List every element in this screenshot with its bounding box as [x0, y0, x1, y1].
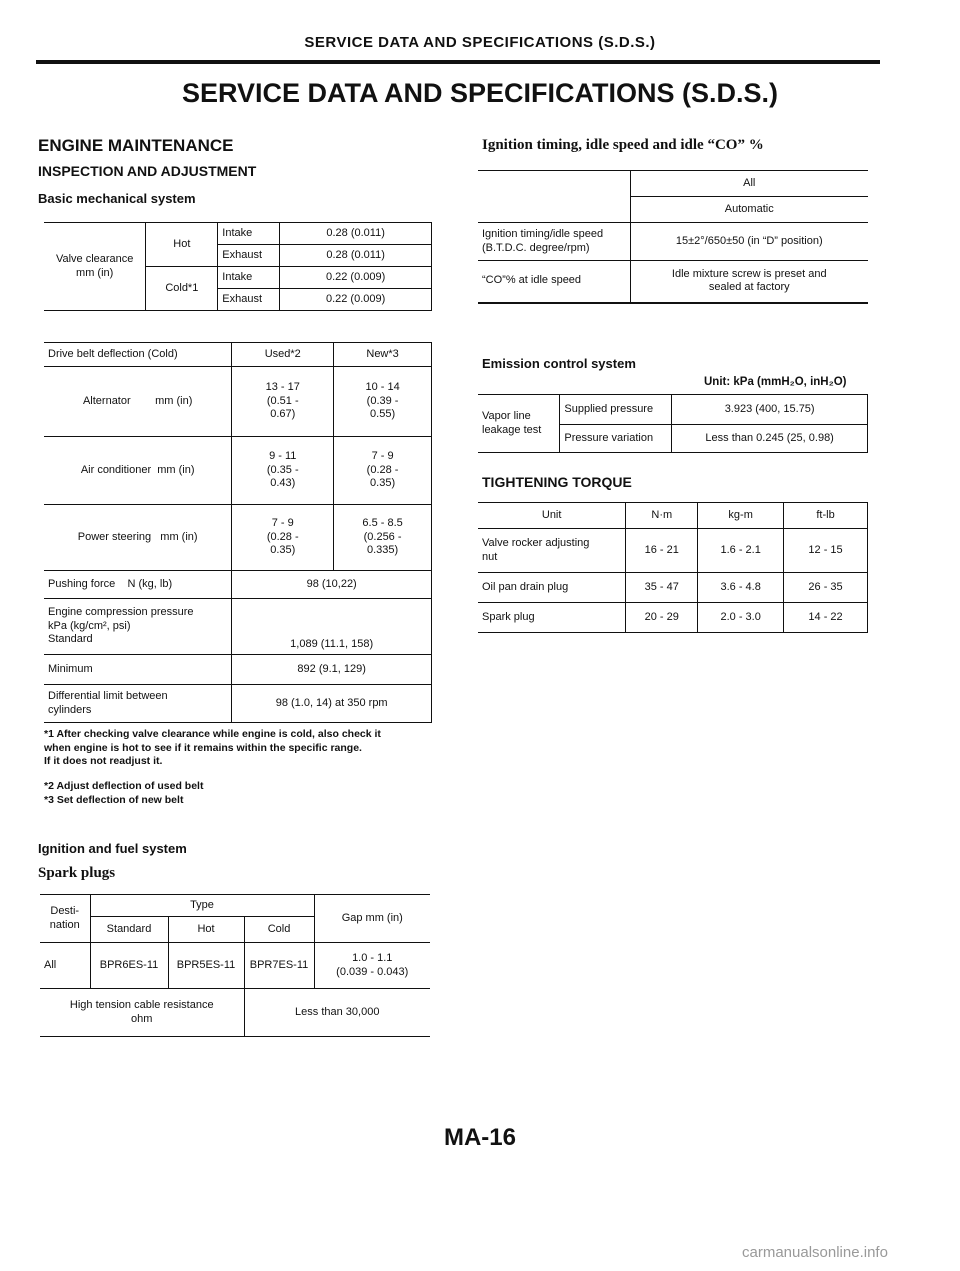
- belt-table: [44, 342, 432, 723]
- emission-heading: Emission control system: [482, 356, 636, 371]
- cell: Spark plug: [478, 603, 626, 633]
- header-rule: [36, 60, 880, 64]
- ht-cable-label: High tension cable resistance ohm: [40, 989, 244, 1037]
- torque-header: N·m: [626, 503, 698, 529]
- ignition-fuel-heading: Ignition and fuel system: [38, 841, 187, 856]
- watermark: carmanualsonline.info: [742, 1244, 888, 1261]
- cell: Intake: [218, 223, 280, 245]
- all-header: All: [630, 171, 868, 197]
- belt-row-label: Air conditioner mm (in): [44, 437, 232, 505]
- cell: 13 - 17 (0.51 - 0.67): [232, 367, 334, 437]
- unit-note: Unit: kPa (mmH₂O, inH₂O): [704, 376, 847, 388]
- cell: 0.22 (0.009): [280, 289, 432, 311]
- belt-new-header: New*3: [334, 343, 432, 367]
- valve-hot: Hot: [146, 223, 218, 267]
- cell: Supplied pressure: [560, 395, 672, 425]
- footnote-3: *3 Set deflection of new belt: [44, 794, 184, 806]
- valve-cold: Cold*1: [146, 267, 218, 311]
- gap-header: Gap mm (in): [314, 895, 430, 943]
- cell: Ignition timing/idle speed (B.T.D.C. degree/rpm): [478, 223, 630, 261]
- diff-limit-label: Differential limit between cylinders: [44, 685, 232, 723]
- cell: “CO”% at idle speed: [478, 261, 630, 303]
- cell: Exhaust: [218, 289, 280, 311]
- standard-header: Standard: [90, 917, 168, 943]
- basic-heading: Basic mechanical system: [38, 191, 196, 206]
- cell: 7 - 9 (0.28 - 0.35): [334, 437, 432, 505]
- vapor-table: [478, 394, 868, 453]
- subsection-heading: INSPECTION AND ADJUSTMENT: [38, 163, 257, 179]
- cell: 0.22 (0.009): [280, 267, 432, 289]
- spark-plugs-heading: Spark plugs: [38, 865, 116, 881]
- cell: Valve rocker adjusting nut: [478, 529, 626, 573]
- cell: BPR7ES-11: [244, 943, 314, 989]
- cell: 7 - 9 (0.28 - 0.35): [232, 505, 334, 571]
- cell: 15±2°/650±50 (in “D” position): [630, 223, 868, 261]
- torque-header: ft-lb: [784, 503, 868, 529]
- ignition-timing-heading: Ignition timing, idle speed and idle “CO” %: [482, 137, 764, 153]
- vapor-label: Vapor line leakage test: [478, 395, 560, 453]
- pushing-value: 98 (10,22): [232, 571, 432, 599]
- hot-header: Hot: [168, 917, 244, 943]
- cell: 20 - 29: [626, 603, 698, 633]
- running-header: SERVICE DATA AND SPECIFICATIONS (S.D.S.): [304, 34, 656, 51]
- ht-cable-value: Less than 30,000: [244, 989, 430, 1037]
- diff-limit-value: 98 (1.0, 14) at 350 rpm: [232, 685, 432, 723]
- compression-label: Engine compression pressure kPa (kg/cm², psi) Standard: [44, 599, 232, 655]
- cell: 1.6 - 2.1: [698, 529, 784, 573]
- pushing-label: Pushing force N (kg, lb): [44, 571, 232, 599]
- cell: 3.923 (400, 15.75): [672, 395, 868, 425]
- cell: 10 - 14 (0.39 - 0.55): [334, 367, 432, 437]
- belt-label: Drive belt deflection (Cold): [44, 343, 232, 367]
- cell: Less than 0.245 (25, 0.98): [672, 425, 868, 453]
- cell: 26 - 35: [784, 573, 868, 603]
- cell: BPR6ES-11: [90, 943, 168, 989]
- cell: Exhaust: [218, 245, 280, 267]
- belt-row-label: Power steering mm (in): [44, 505, 232, 571]
- page-number: MA-16: [443, 1124, 516, 1151]
- cell: 35 - 47: [626, 573, 698, 603]
- cell: 6.5 - 8.5 (0.256 - 0.335): [334, 505, 432, 571]
- cell: Idle mixture screw is preset and sealed at factory: [630, 261, 868, 303]
- destination-header: Desti- nation: [40, 895, 90, 943]
- ignition-table: [478, 170, 868, 304]
- cell: 3.6 - 4.8: [698, 573, 784, 603]
- belt-row-label: Alternator mm (in): [44, 367, 232, 437]
- footnote-2: *2 Adjust deflection of used belt: [44, 780, 204, 792]
- spark-plug-table: [40, 894, 430, 1037]
- cell: 12 - 15: [784, 529, 868, 573]
- cell: 1.0 - 1.1 (0.039 - 0.043): [314, 943, 430, 989]
- cell: 0.28 (0.011): [280, 223, 432, 245]
- cell: 16 - 21: [626, 529, 698, 573]
- cell: 14 - 22: [784, 603, 868, 633]
- footnote-1: *1 After checking valve clearance while engine is cold, also check it when engine is hot to see if it remains within the specific range. If it does not readjust it.: [44, 728, 381, 768]
- belt-used-header: Used*2: [232, 343, 334, 367]
- section-heading: ENGINE MAINTENANCE: [38, 136, 234, 155]
- cell: 0.28 (0.011): [280, 245, 432, 267]
- automatic-header: Automatic: [630, 197, 868, 223]
- cell: Intake: [218, 267, 280, 289]
- tightening-torque-heading: TIGHTENING TORQUE: [482, 474, 632, 490]
- compression-min-label: Minimum: [44, 655, 232, 685]
- cell: 9 - 11 (0.35 - 0.43): [232, 437, 334, 505]
- torque-header: kg-m: [698, 503, 784, 529]
- page-title: SERVICE DATA AND SPECIFICATIONS (S.D.S.): [181, 78, 779, 108]
- compression-standard: 1,089 (11.1, 158): [232, 599, 432, 655]
- cell: 2.0 - 3.0: [698, 603, 784, 633]
- cell: All: [40, 943, 90, 989]
- cell: BPR5ES-11: [168, 943, 244, 989]
- blank-cell: [478, 171, 630, 223]
- torque-table: [478, 502, 868, 633]
- cell: Pressure variation: [560, 425, 672, 453]
- basic-mechanical-table: [44, 222, 432, 311]
- type-header: Type: [90, 895, 314, 917]
- torque-header: Unit: [478, 503, 626, 529]
- cell: Oil pan drain plug: [478, 573, 626, 603]
- cold-header: Cold: [244, 917, 314, 943]
- compression-min-value: 892 (9.1, 129): [232, 655, 432, 685]
- valve-clearance-label: Valve clearance mm (in): [44, 223, 146, 311]
